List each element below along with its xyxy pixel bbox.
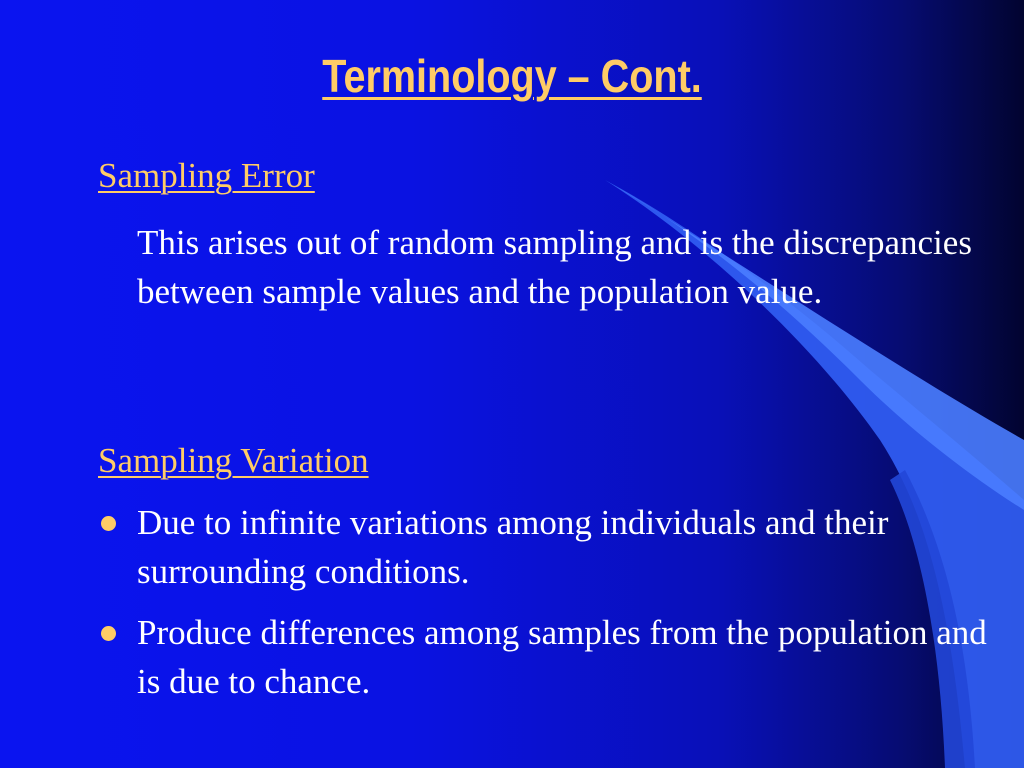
slide-title: Terminology – Cont. — [322, 50, 702, 102]
bullet-text: Due to infinite variations among individuals and their surrounding conditions. — [137, 503, 889, 591]
section-heading-sampling-error: Sampling Error — [98, 156, 315, 195]
round-bullet-icon — [101, 626, 116, 641]
round-bullet-icon — [101, 516, 116, 531]
bullet-text: Produce differences among samples from the population and is due to chance. — [137, 613, 987, 701]
list-item — [98, 498, 988, 596]
sampling-error-paragraph: This arises out of random sampling and is the discrepancies between sample values and the population value. — [137, 223, 972, 311]
list-item — [98, 608, 988, 706]
section-heading-sampling-variation: Sampling Variation — [98, 441, 369, 480]
